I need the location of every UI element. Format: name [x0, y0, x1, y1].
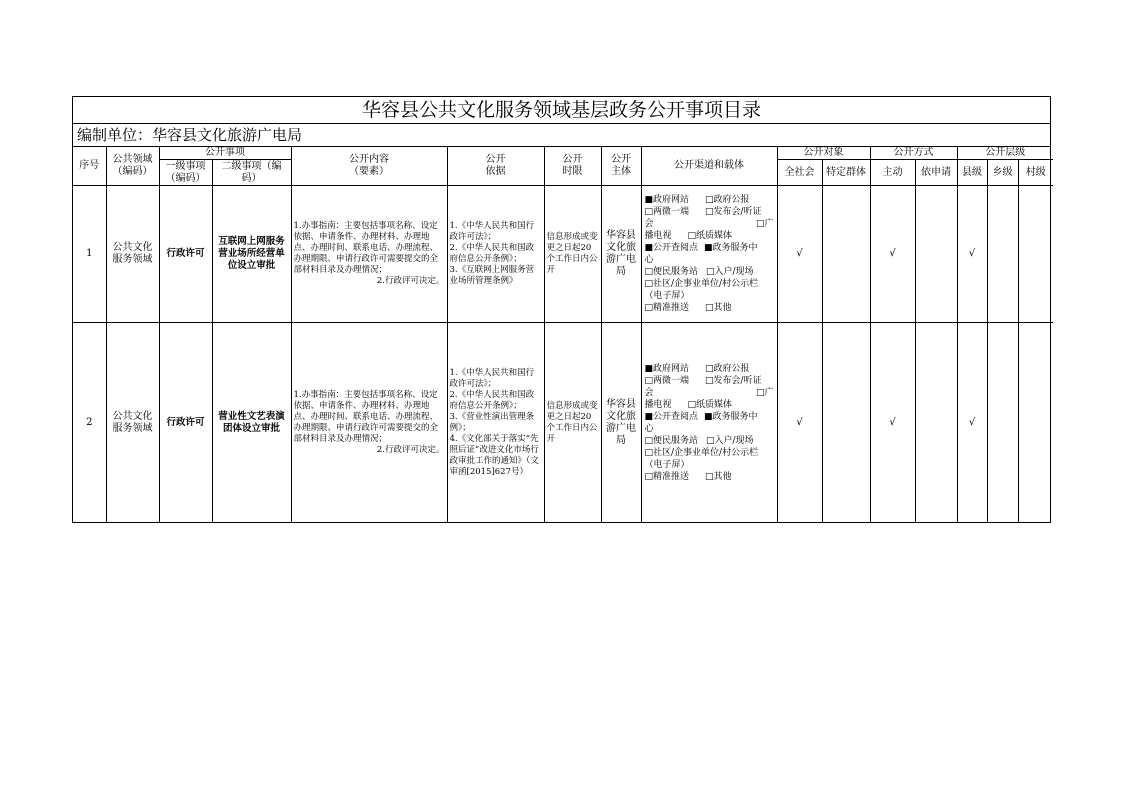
header-method-group: 公开方式: [870, 147, 957, 160]
header-subject: 公开 主体: [601, 147, 641, 186]
row-field: 公共文化服务领域: [106, 323, 159, 523]
header-method-request: 依申请: [915, 160, 957, 186]
header-level-town: 乡级: [987, 160, 1018, 186]
check-target-specific: [822, 323, 870, 523]
header-period: 公开 时限: [544, 147, 601, 186]
row-content: 1.办事指南：主要包括事项名称、设定依据、申请条件、办理材料、办理地点、办理时间、联系电话、办理流程、办理期限、申请行政许可需要提交的全部材料目录及办理情况； 2.行政评可决定。: [291, 323, 447, 523]
catalog-sheet: [72, 96, 1051, 523]
row-channels: ■政府网站 □政府公报 □两微一端 □发布会/听证 会 □广 播电视 □纸质媒体 ■公开查阅点 ■政务服务中 心 □便民服务站 □入户/现场 □社区/企事业单位/村公示栏 （电子屏） □精准推送 □其他: [641, 186, 777, 323]
catalog-table: [73, 147, 1053, 522]
row-item2: 互联网上网服务营业场所经营单位设立审批: [212, 186, 291, 323]
check-target-all: √: [777, 186, 822, 323]
check-level-town: [987, 186, 1018, 323]
check-method-active: √: [870, 186, 915, 323]
header-method-active: 主动: [870, 160, 915, 186]
header-field: 公共领域 （编码）: [106, 147, 159, 186]
row-period: 信息形成或变更之日起20个工作日内公开: [544, 186, 601, 323]
check-level-county: √: [957, 186, 987, 323]
check-level-town: [987, 323, 1018, 523]
header-target-specific: 特定群体: [822, 160, 870, 186]
check-level-county: √: [957, 323, 987, 523]
row-subject: 华容县文化旅游广电局: [601, 323, 641, 523]
header-item1: 一级事项 （编码）: [159, 160, 212, 186]
check-method-request: [915, 186, 957, 323]
header-item2: 二级事项（编 码）: [212, 160, 291, 186]
header-seq: 序号: [73, 147, 106, 186]
row-channels: ■政府网站 □政府公报 □两微一端 □发布会/听证 会 □广 播电视 □纸质媒体 ■公开查阅点 ■政务服务中 心 □便民服务站 □入户/现场 □社区/企事业单位/村公示栏 （电子屏） □精准推送 □其他: [641, 323, 777, 523]
header-level-village: 村级: [1018, 160, 1053, 186]
row-basis: 1.《中华人民共和国行政许可法》； 2.《中华人民共和国政府信息公开条例》； 3.《互联网上网服务营业场所管理条例》: [447, 186, 544, 323]
check-level-village: [1018, 186, 1053, 323]
table-row: [73, 186, 1053, 323]
row-basis: 1.《中华人民共和国行政许可法》； 2.《中华人民共和国政府信息公开条例》； 3.《营业性演出管理条例》； 4.《文化部关于落实“先照后证”改进文化市场行政审批工作的通知》（文审函[2015]627号）: [447, 323, 544, 523]
header-level-county: 县级: [957, 160, 987, 186]
header-level-group: 公开层级: [957, 147, 1053, 160]
row-item2: 营业性文艺表演团体设立审批: [212, 323, 291, 523]
compiling-unit: 编制单位：华容县文化旅游广电局: [73, 124, 1050, 147]
row-period: 信息形成或变更之日起20个工作日内公开: [544, 323, 601, 523]
header-content: 公开内容 （要素）: [291, 147, 447, 186]
header-basis: 公开 依据: [447, 147, 544, 186]
row-item1: 行政许可: [159, 323, 212, 523]
check-target-all: √: [777, 323, 822, 523]
header-item-group: 公开事项: [159, 147, 291, 160]
check-target-specific: [822, 186, 870, 323]
header-channel: 公开渠道和载体: [641, 147, 777, 186]
row-item1: 行政许可: [159, 186, 212, 323]
header-target-group: 公开对象: [777, 147, 870, 160]
page-title: 华容县公共文化服务领域基层政务公开事项目录: [73, 97, 1050, 124]
check-method-request: [915, 323, 957, 523]
row-seq: 1: [73, 186, 106, 323]
table-row: [73, 323, 1053, 523]
check-level-village: [1018, 323, 1053, 523]
header-target-all: 全社会: [777, 160, 822, 186]
row-field: 公共文化服务领域: [106, 186, 159, 323]
row-subject: 华容县文化旅游广电局: [601, 186, 641, 323]
row-content: 1.办事指南：主要包括事项名称、设定依据、申请条件、办理材料、办理地点、办理时间、联系电话、办理流程、办理期限、申请行政许可需要提交的全部材料目录及办理情况； 2.行政评可决定。: [291, 186, 447, 323]
check-method-active: √: [870, 323, 915, 523]
row-seq: 2: [73, 323, 106, 523]
